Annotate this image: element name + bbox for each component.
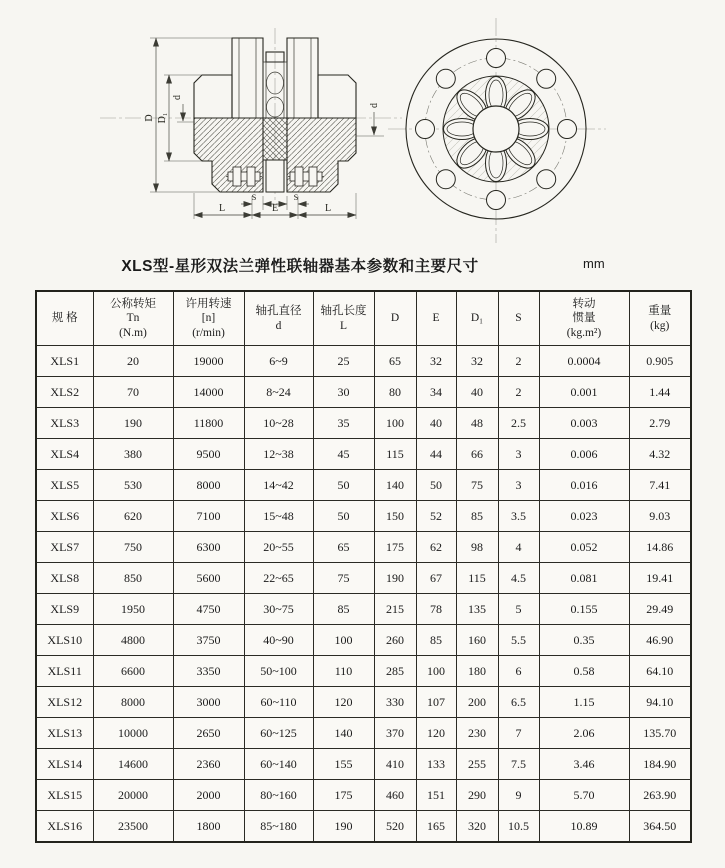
value-cell: 94.10 [629, 687, 691, 718]
dim-E [252, 203, 298, 215]
value-cell: 6.5 [498, 687, 539, 718]
value-cell: 20 [93, 346, 173, 377]
dim-L-right [298, 203, 356, 215]
value-cell: 62 [416, 532, 456, 563]
value-cell: 100 [374, 408, 416, 439]
value-cell: 44 [416, 439, 456, 470]
value-cell: 12~38 [244, 439, 313, 470]
table-row [36, 439, 691, 470]
value-cell: 190 [93, 408, 173, 439]
value-cell: 263.90 [629, 780, 691, 811]
value-cell: 133 [416, 749, 456, 780]
value-cell: 190 [313, 811, 374, 843]
value-cell: 60~110 [244, 687, 313, 718]
right-hub-outline [287, 38, 318, 118]
value-cell: 50 [416, 470, 456, 501]
value-cell: 0.023 [539, 501, 629, 532]
value-cell: 46.90 [629, 625, 691, 656]
value-cell: 5600 [173, 563, 244, 594]
value-cell: 120 [313, 687, 374, 718]
col-header-line: (r/min) [192, 326, 225, 339]
value-cell: 0.016 [539, 470, 629, 501]
value-cell: 215 [374, 594, 416, 625]
col-header-line: 许用转速 [185, 297, 232, 310]
left-hub-outline [232, 38, 263, 118]
value-cell: 370 [374, 718, 416, 749]
table-row [36, 811, 691, 843]
model-cell: XLS11 [36, 656, 93, 687]
value-cell: 1.44 [629, 377, 691, 408]
value-cell: 25 [313, 346, 374, 377]
unit-label: mm [583, 256, 605, 271]
value-cell: 0.052 [539, 532, 629, 563]
col-header-line: L [339, 319, 348, 332]
dim-S-right [276, 192, 309, 204]
value-cell: 520 [374, 811, 416, 843]
table-row [36, 532, 691, 563]
table-row [36, 563, 691, 594]
value-cell: 5.70 [539, 780, 629, 811]
value-cell: 6300 [173, 532, 244, 563]
value-cell: 35 [313, 408, 374, 439]
center-bore-circle [473, 106, 519, 152]
col-header-speed [173, 291, 244, 346]
value-cell: 380 [93, 439, 173, 470]
value-cell: 5 [498, 594, 539, 625]
value-cell: 165 [416, 811, 456, 843]
model-cell: XLS1 [36, 346, 93, 377]
value-cell: 100 [313, 625, 374, 656]
value-cell: 155 [313, 749, 374, 780]
table-row [36, 408, 691, 439]
value-cell: 135.70 [629, 718, 691, 749]
value-cell: 1950 [93, 594, 173, 625]
value-cell: 7.5 [498, 749, 539, 780]
col-header-line: S [515, 312, 522, 325]
title-row [0, 254, 725, 278]
spec-table-head [36, 291, 691, 346]
left-flange-outline [194, 75, 232, 118]
col-header-torque [93, 291, 173, 346]
col-header-line: 公称转矩 [110, 297, 156, 310]
value-cell: 2650 [173, 718, 244, 749]
value-cell: 10000 [93, 718, 173, 749]
value-cell: 4750 [173, 594, 244, 625]
value-cell: 29.49 [629, 594, 691, 625]
table-row [36, 470, 691, 501]
value-cell: 100 [416, 656, 456, 687]
value-cell: 0.35 [539, 625, 629, 656]
value-cell: 80 [374, 377, 416, 408]
col-header-line: (N.m) [119, 326, 147, 339]
value-cell: 14000 [173, 377, 244, 408]
table-row [36, 594, 691, 625]
model-cell: XLS16 [36, 811, 93, 843]
front-view [388, 18, 606, 243]
table-row [36, 780, 691, 811]
value-cell: 120 [416, 718, 456, 749]
value-cell: 3000 [173, 687, 244, 718]
value-cell: 14~42 [244, 470, 313, 501]
col-header-line: 规 格 [51, 312, 78, 325]
value-cell: 0.006 [539, 439, 629, 470]
value-cell: 0.58 [539, 656, 629, 687]
dim-L-left [194, 203, 252, 215]
value-cell: 85~180 [244, 811, 313, 843]
spider-section-crosshatched [263, 118, 287, 160]
col-header-line: [n] [201, 312, 216, 325]
value-cell: 410 [374, 749, 416, 780]
value-cell: 2.06 [539, 718, 629, 749]
value-cell: 3750 [173, 625, 244, 656]
col-header-spec [36, 291, 93, 346]
value-cell: 140 [313, 718, 374, 749]
value-cell: 9.03 [629, 501, 691, 532]
value-cell: 0.155 [539, 594, 629, 625]
value-cell: 50 [313, 501, 374, 532]
col-header-bore-d [244, 291, 313, 346]
value-cell: 75 [456, 470, 498, 501]
header-row [36, 291, 691, 346]
value-cell: 110 [313, 656, 374, 687]
col-header-line: D [390, 312, 400, 325]
value-cell: 1.15 [539, 687, 629, 718]
value-cell: 1800 [173, 811, 244, 843]
value-cell: 2000 [173, 780, 244, 811]
model-cell: XLS15 [36, 780, 93, 811]
value-cell: 70 [93, 377, 173, 408]
value-cell: 230 [456, 718, 498, 749]
value-cell: 175 [374, 532, 416, 563]
value-cell: 66 [456, 439, 498, 470]
table-row [36, 656, 691, 687]
value-cell: 330 [374, 687, 416, 718]
model-cell: XLS6 [36, 501, 93, 532]
value-cell: 60~125 [244, 718, 313, 749]
value-cell: 40 [416, 408, 456, 439]
value-cell: 150 [374, 501, 416, 532]
value-cell: 30~75 [244, 594, 313, 625]
value-cell: 11800 [173, 408, 244, 439]
dim-label-L-right: L [324, 203, 332, 214]
dim-S-left [241, 192, 274, 204]
value-cell: 65 [374, 346, 416, 377]
dim-label-L-left: L [218, 203, 226, 214]
value-cell: 19000 [173, 346, 244, 377]
spec-table [35, 290, 692, 843]
value-cell: 8000 [173, 470, 244, 501]
value-cell: 85 [456, 501, 498, 532]
col-header-D [374, 291, 416, 346]
model-cell: XLS8 [36, 563, 93, 594]
value-cell: 2 [498, 377, 539, 408]
table-row [36, 625, 691, 656]
dim-d-right [356, 103, 384, 136]
value-cell: 20000 [93, 780, 173, 811]
value-cell: 75 [313, 563, 374, 594]
value-cell: 40 [456, 377, 498, 408]
col-header-line: d [275, 319, 282, 332]
col-header-line: 重量 [648, 305, 672, 318]
value-cell: 80~160 [244, 780, 313, 811]
value-cell: 850 [93, 563, 173, 594]
table-row [36, 377, 691, 408]
value-cell: 140 [374, 470, 416, 501]
value-cell: 3.46 [539, 749, 629, 780]
value-cell: 255 [456, 749, 498, 780]
model-cell: XLS5 [36, 470, 93, 501]
value-cell: 200 [456, 687, 498, 718]
model-cell: XLS10 [36, 625, 93, 656]
dim-label-E: E [271, 203, 279, 214]
col-header-line: (kg.m²) [566, 326, 602, 339]
model-cell: XLS2 [36, 377, 93, 408]
dim-label-d-right: d [369, 103, 380, 108]
value-cell: 4.5 [498, 563, 539, 594]
value-cell: 290 [456, 780, 498, 811]
value-cell: 6~9 [244, 346, 313, 377]
value-cell: 15~48 [244, 501, 313, 532]
value-cell: 7 [498, 718, 539, 749]
value-cell: 3 [498, 439, 539, 470]
value-cell: 4 [498, 532, 539, 563]
section-view [100, 28, 402, 219]
col-header-weight [629, 291, 691, 346]
value-cell: 364.50 [629, 811, 691, 843]
value-cell: 32 [456, 346, 498, 377]
value-cell: 115 [456, 563, 498, 594]
spec-table-body [36, 346, 691, 843]
col-header-D1 [456, 291, 498, 346]
table-row [36, 501, 691, 532]
value-cell: 6600 [93, 656, 173, 687]
value-cell: 45 [313, 439, 374, 470]
value-cell: 260 [374, 625, 416, 656]
col-header-line: (kg) [650, 319, 670, 332]
value-cell: 0.0004 [539, 346, 629, 377]
value-cell: 750 [93, 532, 173, 563]
value-cell: 52 [416, 501, 456, 532]
value-cell: 190 [374, 563, 416, 594]
model-cell: XLS13 [36, 718, 93, 749]
col-header-line: 惯量 [572, 312, 596, 325]
value-cell: 10.5 [498, 811, 539, 843]
value-cell: 7.41 [629, 470, 691, 501]
value-cell: 3350 [173, 656, 244, 687]
col-header-S [498, 291, 539, 346]
value-cell: 7100 [173, 501, 244, 532]
value-cell: 2 [498, 346, 539, 377]
model-cell: XLS12 [36, 687, 93, 718]
dim-label-S-right: S [293, 192, 299, 202]
value-cell: 85 [313, 594, 374, 625]
value-cell: 151 [416, 780, 456, 811]
value-cell: 135 [456, 594, 498, 625]
value-cell: 30 [313, 377, 374, 408]
value-cell: 32 [416, 346, 456, 377]
col-header-line: 转动 [572, 297, 596, 310]
value-cell: 10.89 [539, 811, 629, 843]
model-cell: XLS3 [36, 408, 93, 439]
value-cell: 8~24 [244, 377, 313, 408]
value-cell: 22~65 [244, 563, 313, 594]
value-cell: 6 [498, 656, 539, 687]
value-cell: 14.86 [629, 532, 691, 563]
value-cell: 67 [416, 563, 456, 594]
value-cell: 40~90 [244, 625, 313, 656]
value-cell: 0.001 [539, 377, 629, 408]
value-cell: 8000 [93, 687, 173, 718]
value-cell: 175 [313, 780, 374, 811]
dim-label-S-left: S [251, 192, 257, 202]
value-cell: 4800 [93, 625, 173, 656]
col-header-line: D₁ [470, 312, 484, 325]
coupling-drawing-svg [0, 0, 725, 252]
value-cell: 50 [313, 470, 374, 501]
value-cell: 9500 [173, 439, 244, 470]
value-cell: 2360 [173, 749, 244, 780]
value-cell: 320 [456, 811, 498, 843]
dim-label-D: D [144, 114, 155, 122]
value-cell: 3 [498, 470, 539, 501]
value-cell: 78 [416, 594, 456, 625]
value-cell: 460 [374, 780, 416, 811]
model-cell: XLS14 [36, 749, 93, 780]
col-header-bore-l [313, 291, 374, 346]
value-cell: 620 [93, 501, 173, 532]
col-header-line: 轴孔长度 [320, 305, 367, 318]
value-cell: 180 [456, 656, 498, 687]
value-cell: 20~55 [244, 532, 313, 563]
value-cell: 85 [416, 625, 456, 656]
value-cell: 50~100 [244, 656, 313, 687]
value-cell: 34 [416, 377, 456, 408]
table-row [36, 718, 691, 749]
value-cell: 2.79 [629, 408, 691, 439]
value-cell: 0.905 [629, 346, 691, 377]
value-cell: 160 [456, 625, 498, 656]
value-cell: 64.10 [629, 656, 691, 687]
col-header-line: E [432, 312, 440, 325]
value-cell: 10~28 [244, 408, 313, 439]
value-cell: 115 [374, 439, 416, 470]
center-column [266, 160, 284, 192]
technical-drawings [0, 0, 725, 252]
table-row [36, 346, 691, 377]
value-cell: 0.081 [539, 563, 629, 594]
value-cell: 14600 [93, 749, 173, 780]
value-cell: 4.32 [629, 439, 691, 470]
value-cell: 23500 [93, 811, 173, 843]
dim-label-D1: D₁ [157, 112, 168, 124]
value-cell: 285 [374, 656, 416, 687]
value-cell: 0.003 [539, 408, 629, 439]
table-row [36, 687, 691, 718]
value-cell: 65 [313, 532, 374, 563]
value-cell: 2.5 [498, 408, 539, 439]
model-cell: XLS4 [36, 439, 93, 470]
value-cell: 9 [498, 780, 539, 811]
value-cell: 107 [416, 687, 456, 718]
value-cell: 98 [456, 532, 498, 563]
value-cell: 184.90 [629, 749, 691, 780]
model-cell: XLS7 [36, 532, 93, 563]
model-cell: XLS9 [36, 594, 93, 625]
col-header-inertia [539, 291, 629, 346]
value-cell: 530 [93, 470, 173, 501]
right-flange-outline [318, 75, 356, 118]
dim-label-d-left: d [172, 95, 183, 100]
page-title: XLS型-星形双法兰弹性联轴器基本参数和主要尺寸 [121, 258, 479, 275]
col-header-line: 轴孔直径 [255, 305, 302, 318]
value-cell: 3.5 [498, 501, 539, 532]
table-row [36, 749, 691, 780]
value-cell: 5.5 [498, 625, 539, 656]
col-header-E [416, 291, 456, 346]
value-cell: 48 [456, 408, 498, 439]
col-header-line: Tn [126, 312, 140, 325]
value-cell: 19.41 [629, 563, 691, 594]
value-cell: 60~140 [244, 749, 313, 780]
